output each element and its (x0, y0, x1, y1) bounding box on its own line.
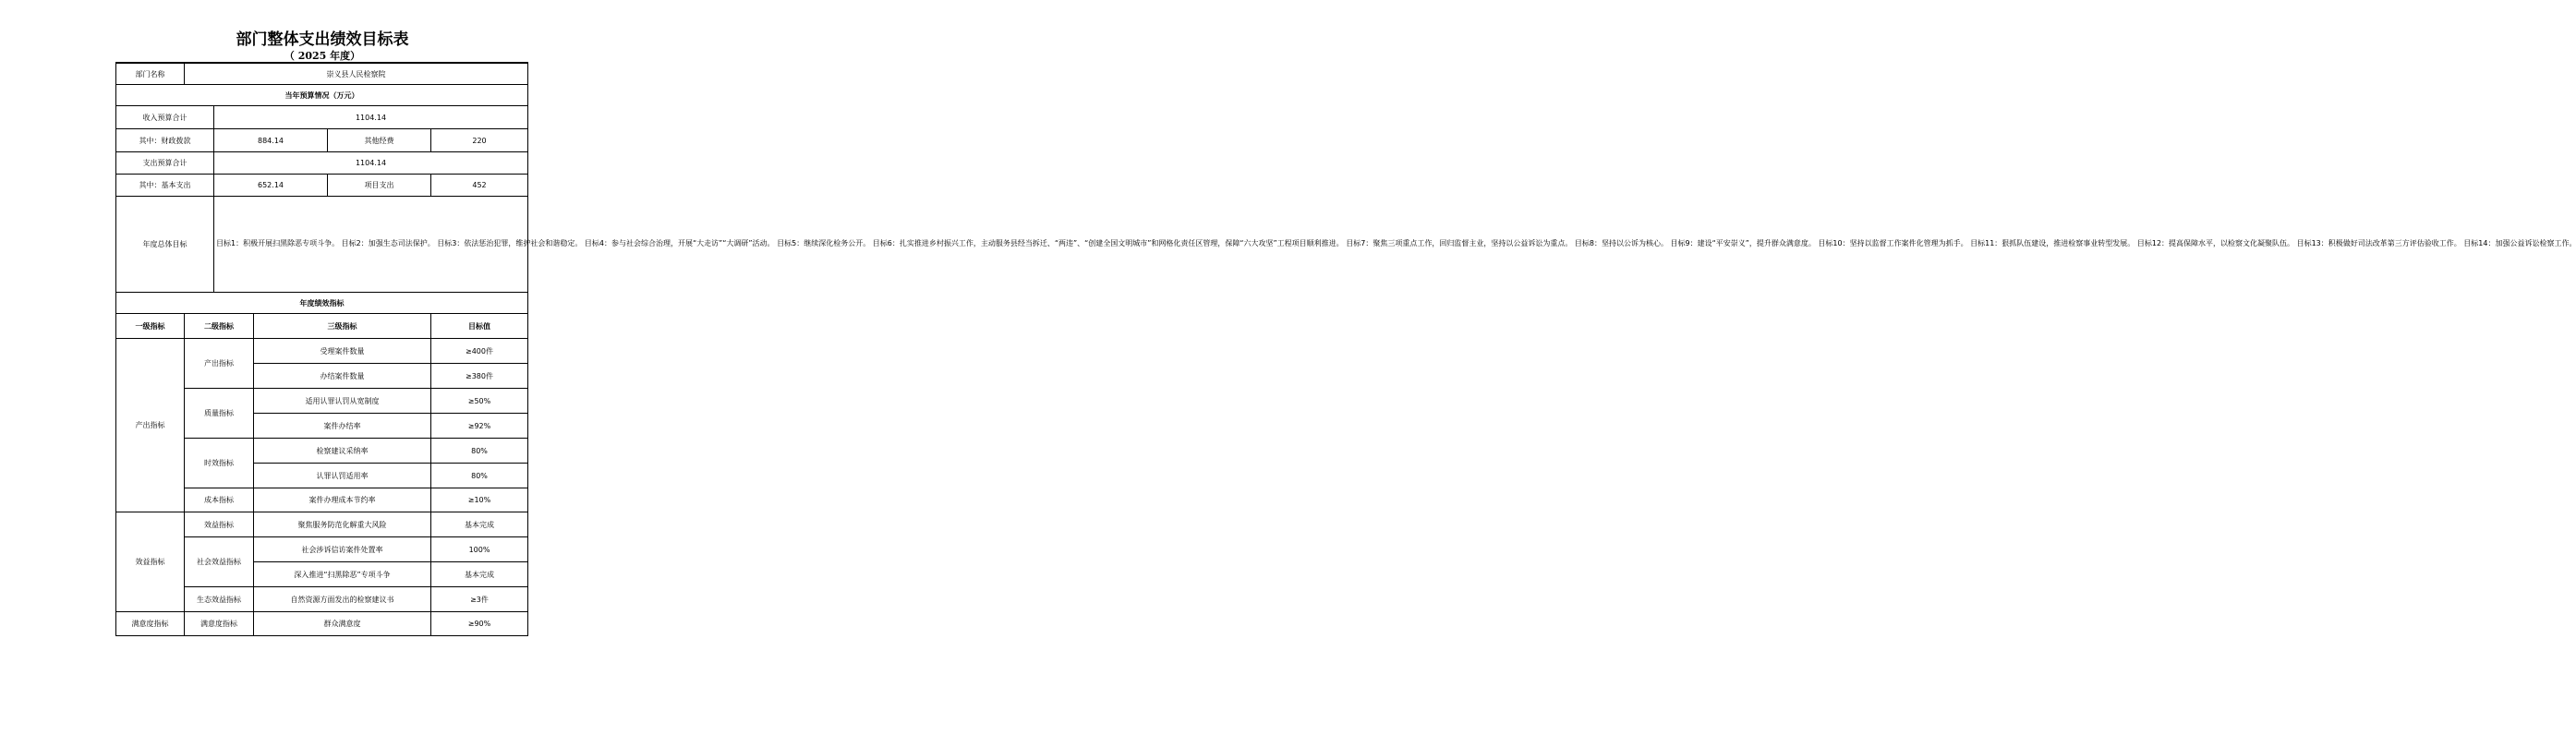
indicator-name: 聚焦服务防范化解重大风险 (254, 512, 431, 537)
annual-goal-label: 年度总体目标 (116, 197, 214, 293)
level2-timeliness: 时效指标 (185, 439, 254, 488)
expense-total-value: 1104.14 (214, 152, 528, 175)
level2-cost: 成本指标 (185, 488, 254, 512)
page-subtitle: （ 2025 年度） (284, 50, 361, 62)
level2-ecological: 生态效益指标 (185, 587, 254, 612)
income-total-label: 收入预算合计 (116, 106, 214, 129)
col-header-level1: 一级指标 (116, 314, 185, 339)
project-expense-label: 项目支出 (328, 175, 431, 197)
indicator-value: 基本完成 (431, 512, 528, 537)
performance-header: 年度绩效指标 (116, 293, 528, 314)
level2-satisfaction: 满意度指标 (185, 612, 254, 636)
indicator-value: ≥92% (431, 414, 528, 439)
other-funds-value: 220 (431, 129, 528, 152)
indicator-name: 认罪认罚适用率 (254, 464, 431, 488)
indicator-name: 受理案件数量 (254, 339, 431, 364)
performance-table (115, 62, 2576, 636)
level1-output: 产出指标 (116, 339, 185, 512)
indicator-value: 100% (431, 537, 528, 562)
indicator-name: 群众满意度 (254, 612, 431, 636)
dept-name-label: 部门名称 (116, 64, 185, 85)
other-funds-label: 其他经费 (328, 129, 431, 152)
indicator-name: 社会涉诉信访案件处置率 (254, 537, 431, 562)
dept-name-value: 崇义县人民检察院 (185, 64, 528, 85)
indicator-value: ≥90% (431, 612, 528, 636)
page-title: 部门整体支出绩效目标表 (236, 30, 409, 49)
level2-quality: 质量指标 (185, 389, 254, 439)
annual-goal-text: 目标1：积极开展扫黑除恶专项斗争。 目标2：加强生态司法保护。 目标3：依法惩治犯罪，维护社会和谐稳定。 目标4：参与社会综合治理，开展“大走访”“大调研”活动。 目标5：继续深化检务公开。 目标6：扎实推进乡村振兴工作，主动服务县经当拆迁、“两违”、“创建全国文明城市”和网格化责任区管理，保障“六大攻坚”工程项目顺利推进。 目标7：聚焦三项重点工作，回归监督主业，坚持以公益诉讼为重点。 目标8：坚持以公诉为核心。 目标9：建设“平安崇义”，提升群众满意度。 目标10：坚持以监督工作案件化管理为抓手。 目标11：狠抓队伍建设，推进检察事业转型发展。 目标12：提高保障水平，以检察文化凝聚队伍。 目标13：积极做好司法改革第三方评估验收工作。 目标14：加强公益诉讼检察工作。 (214, 197, 528, 293)
level1-satisfaction: 满意度指标 (116, 612, 185, 636)
indicator-value: 80% (431, 439, 528, 464)
fiscal-value: 884.14 (214, 129, 328, 152)
fiscal-label: 其中：财政拨款 (116, 129, 214, 152)
indicator-value: ≥10% (431, 488, 528, 512)
indicator-name: 案件办结率 (254, 414, 431, 439)
expense-total-label: 支出预算合计 (116, 152, 214, 175)
col-header-target: 目标值 (431, 314, 528, 339)
income-total-value: 1104.14 (214, 106, 528, 129)
col-header-level2: 二级指标 (185, 314, 254, 339)
indicator-value: ≥400件 (431, 339, 528, 364)
level2-quantity: 产出指标 (185, 339, 254, 389)
level1-benefit: 效益指标 (116, 512, 185, 612)
basic-expense-value: 652.14 (214, 175, 328, 197)
indicator-value: ≥50% (431, 389, 528, 414)
basic-expense-label: 其中：基本支出 (116, 175, 214, 197)
indicator-value: ≥380件 (431, 364, 528, 389)
col-header-level3: 三级指标 (254, 314, 431, 339)
indicator-name: 自然资源方面发出的检察建议书 (254, 587, 431, 612)
indicator-value: ≥3件 (431, 587, 528, 612)
level2-economic: 效益指标 (185, 512, 254, 537)
level2-social: 社会效益指标 (185, 537, 254, 587)
indicator-name: 深入推进“扫黑除恶”专项斗争 (254, 562, 431, 587)
indicator-name: 检察建议采纳率 (254, 439, 431, 464)
indicator-name: 适用认罪认罚从宽制度 (254, 389, 431, 414)
indicator-name: 办结案件数量 (254, 364, 431, 389)
budget-header: 当年预算情况（万元） (116, 85, 528, 106)
project-expense-value: 452 (431, 175, 528, 197)
indicator-name: 案件办理成本节约率 (254, 488, 431, 512)
indicator-value: 80% (431, 464, 528, 488)
indicator-value: 基本完成 (431, 562, 528, 587)
